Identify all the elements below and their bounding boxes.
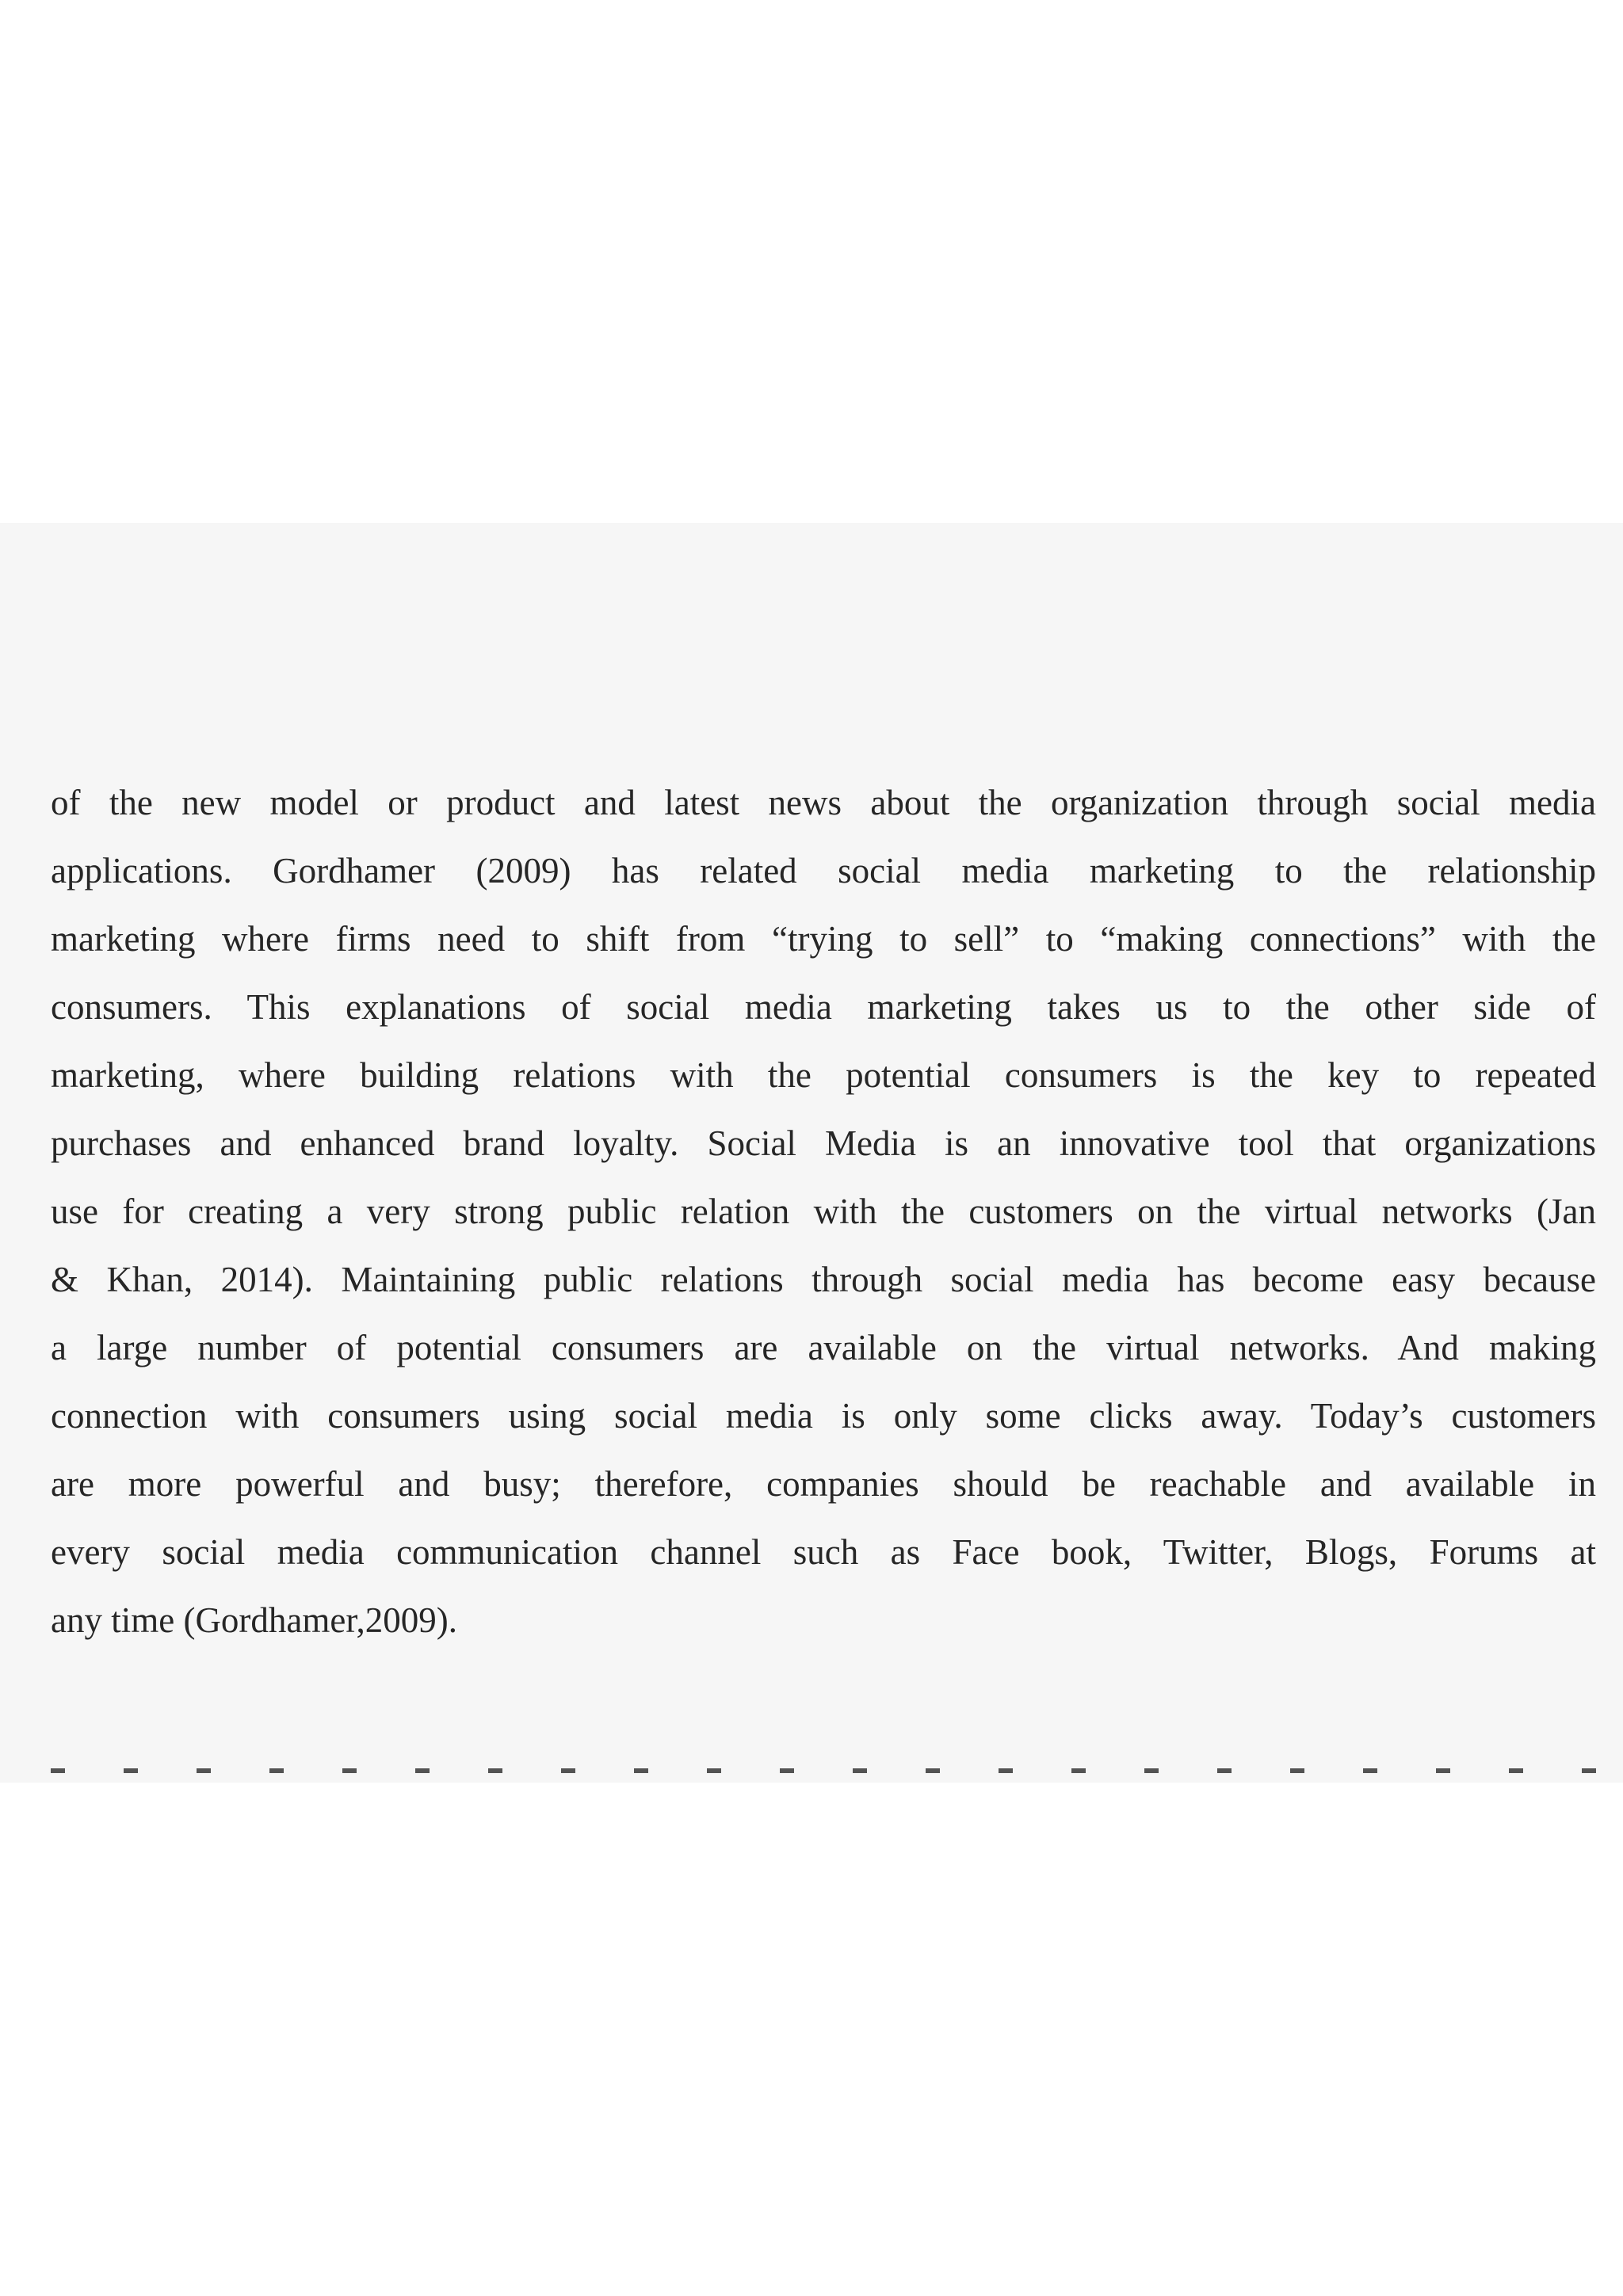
paragraph-line: use for creating a very strong public relation with the customers on the virtual networks (Jan <box>51 1192 1596 1231</box>
paragraph-line: marketing, where building relations with the potential consumers is the key to repeated <box>51 1055 1596 1095</box>
paragraph-line: every social media communication channel such as Face book, Twitter, Blogs, Forums at <box>51 1532 1596 1572</box>
paragraph-line: consumers. This explanations of social media marketing takes us to the other side of <box>51 987 1596 1027</box>
paragraph-line: any time (Gordhamer,2009). <box>51 1600 458 1640</box>
paragraph-line: purchases and enhanced brand loyalty. Social Media is an innovative tool that organizations <box>51 1123 1596 1163</box>
paragraph-line: marketing where firms need to shift from “trying to sell” to “making connections” with the <box>51 919 1596 959</box>
blank-top-area <box>0 0 1623 523</box>
paragraph-line: connection with consumers using social media is only some clicks away. Today’s customers <box>51 1396 1596 1436</box>
body-paragraph <box>51 769 1596 1654</box>
paragraph-line: a large number of potential consumers are available on the virtual networks. And making <box>51 1328 1596 1367</box>
blank-bottom-area <box>0 1783 1623 2296</box>
cut-off-next-line <box>51 1768 1596 1773</box>
paragraph-line: & Khan, 2014). Maintaining public relations through social media has become easy because <box>51 1260 1596 1299</box>
paragraph-line: of the new model or product and latest news about the organization through social media <box>51 783 1596 822</box>
paragraph-line: are more powerful and busy; therefore, companies should be reachable and available in <box>51 1464 1596 1504</box>
paragraph-line: applications. Gordhamer (2009) has related social media marketing to the relationship <box>51 851 1596 891</box>
